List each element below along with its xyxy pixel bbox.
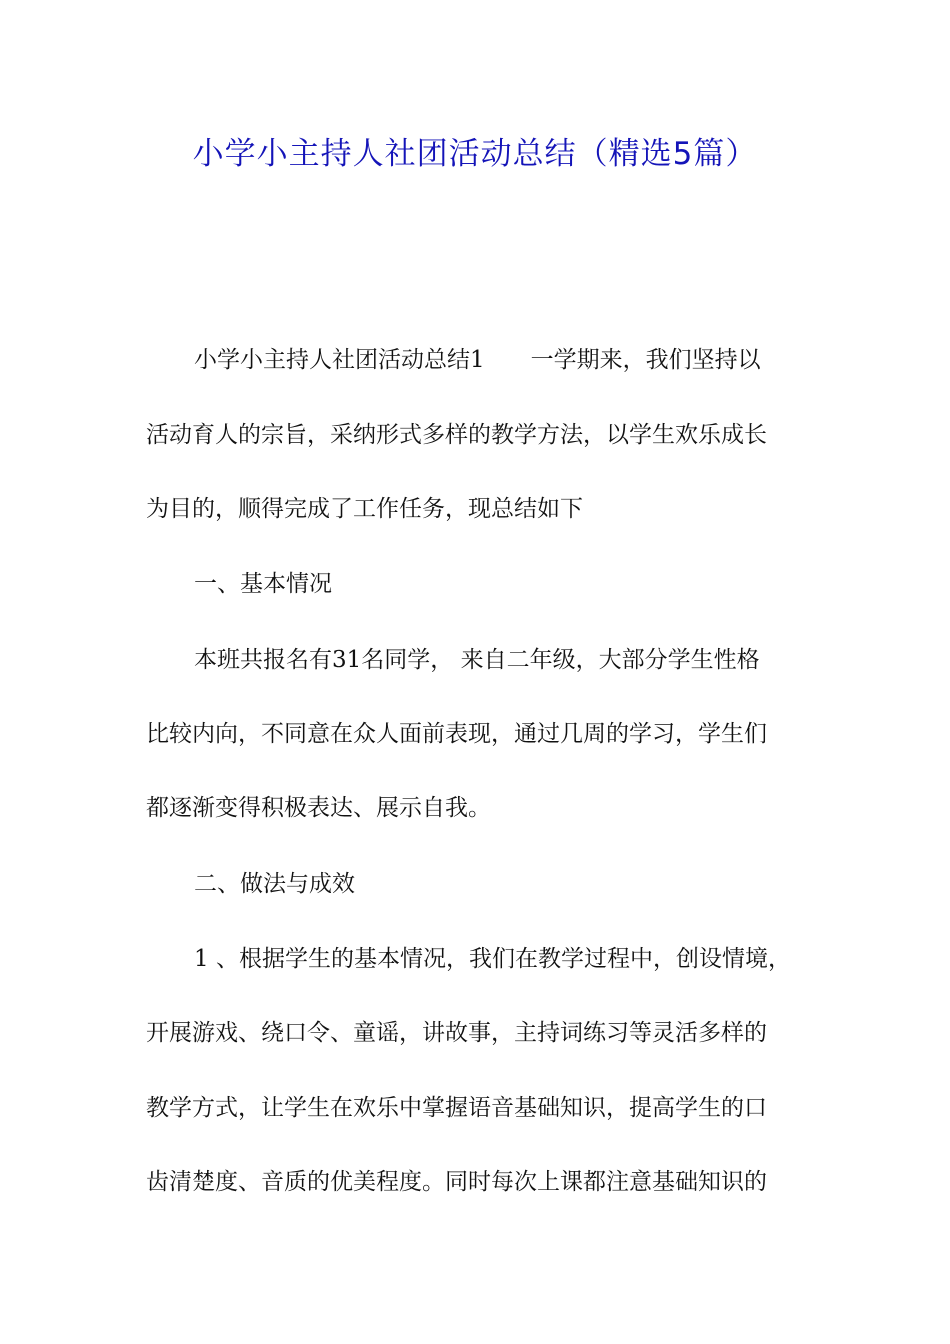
paragraph-line: 1 、根据学生的基本情况，我们在教学过程中，创设情境， (194, 946, 791, 972)
paragraph-line: 都逐渐变得积极表达、展示自我。 (146, 795, 491, 821)
paragraph-line: 本班共报名有31名同学， 来自二年级，大部分学生性格 (194, 647, 760, 673)
section-heading: 二、做法与成效 (194, 871, 355, 897)
paragraph-line: 开展游戏、绕口令、童谣，讲故事，主持词练习等灵活多样的 (146, 1020, 767, 1046)
paragraph-line: 为目的，顺得完成了工作任务，现总结如下 (146, 496, 583, 522)
paragraph-text: 一学期来，我们坚持以 (530, 347, 761, 373)
document-title: 小学小主持人社团活动总结（精选5篇） (192, 136, 758, 172)
section-heading: 一、基本情况 (194, 571, 332, 597)
paragraph-line: 活动育人的宗旨，采纳形式多样的教学方法，以学生欢乐成长 (146, 422, 767, 448)
paragraph-line: 齿清楚度、音质的优美程度。同时每次上课都注意基础知识的 (146, 1169, 767, 1195)
section-heading: 小学小主持人社团活动总结1 (194, 347, 485, 373)
paragraph-line (194, 344, 761, 376)
paragraph-line: 比较内向，不同意在众人面前表现，通过几周的学习，学生们 (146, 721, 767, 747)
paragraph-line: 教学方式，让学生在欢乐中掌握语音基础知识，提高学生的口 (146, 1095, 767, 1121)
